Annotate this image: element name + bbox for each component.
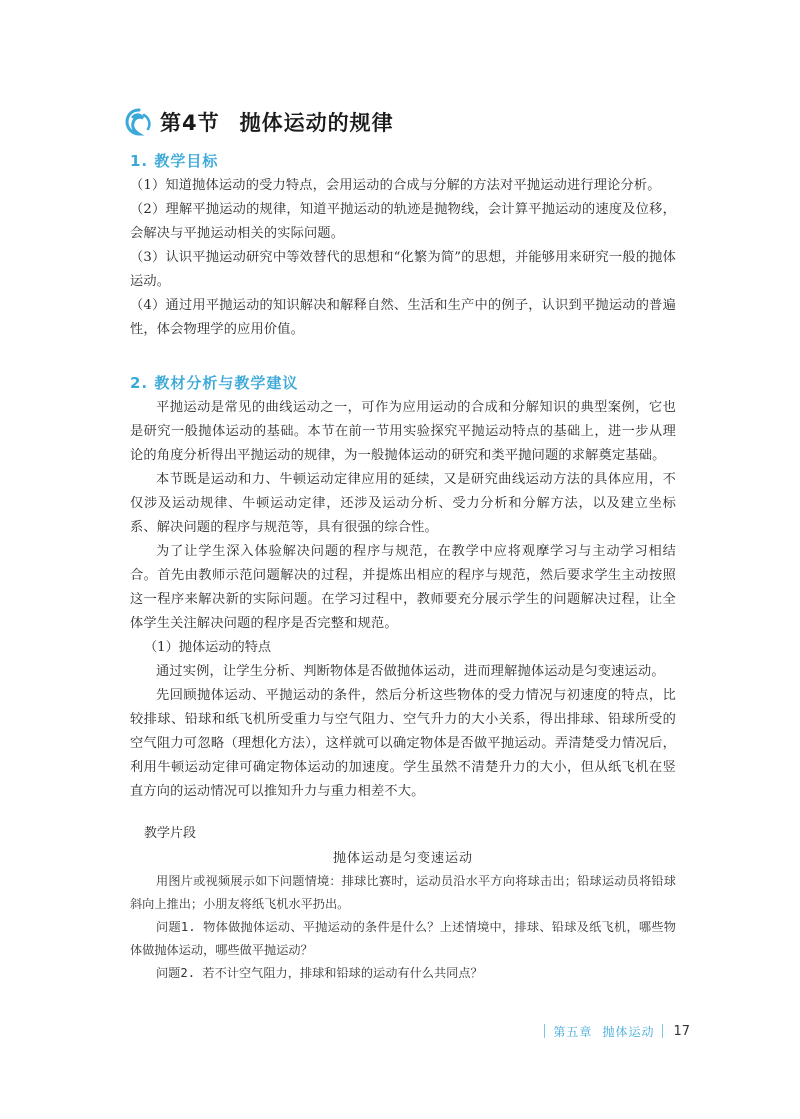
section-header xyxy=(124,104,394,140)
objectives-heading: 1. 教学目标 xyxy=(130,152,219,170)
teaching-clip-line: 问题1. 物体做抛体运动、平抛运动的条件是什么？上述情境中，排球、铅球及纸飞机，哪些物体做抛体运动，哪些做平抛运动？ xyxy=(130,920,676,957)
teaching-clip-line: 用图片或视频展示如下问题情境：排球比赛时，运动员沿水平方向将球击出；铅球运动员将铅球斜向上推出；小朋友将纸飞机水平扔出。 xyxy=(130,874,676,911)
footer-divider xyxy=(662,1024,663,1038)
analysis-paragraph: 为了让学生深入体验解决问题的程序与规范，在教学中应将观摩学习与主动学习相结合。首先由教师示范问题解决的过程，并提炼出相应的程序与规范，然后要求学生主动按照这一程序来解决新的实际问题。在学习过程中，教师要充分展示学生的问题解决过程，让全体学生关注解决问题的程序是否完整和规范。 xyxy=(130,544,676,631)
teaching-clip-line: 问题2. 若不计空气阻力，排球和铅球的运动有什么共同点？ xyxy=(156,966,483,980)
objective-item: （3）认识平抛运动研究中等效替代的思想和“化繁为简”的思想，并能够用来研究一般的抛体运动。 xyxy=(130,250,676,289)
analysis-heading: 2. 教材分析与教学建议 xyxy=(130,374,299,392)
analysis-paragraph: 平抛运动是常见的曲线运动之一，可作为应用运动的合成和分解知识的典型案例，它也是研究一般抛体运动的基础。本节在前一节用实验探究平抛运动特点的基础上，进一步从理论的角度分析得出平抛运动的规律，为一般抛体运动的研究和类平抛问题的求解奠定基础。 xyxy=(130,400,676,463)
teaching-clip-label: 教学片段 xyxy=(144,826,197,841)
analysis-paragraph: 通过实例，让学生分析、判断物体是否做抛体运动，进而理解抛体运动是匀变速运动。 xyxy=(156,664,665,679)
page-number: 17 xyxy=(673,1023,690,1039)
section-number: 第4节 xyxy=(160,111,220,135)
teaching-clip-title: 抛体运动是匀变速运动 xyxy=(332,851,473,866)
footer-divider xyxy=(544,1024,545,1038)
page-footer xyxy=(536,1022,690,1040)
section-title: 抛体运动的规律 xyxy=(239,111,394,135)
swirl-icon xyxy=(124,107,154,137)
footer-topic: 抛体运动 xyxy=(602,1024,655,1039)
page-content xyxy=(130,150,676,985)
objective-item: （1）知道抛体运动的受力特点，会用运动的合成与分解的方法对平抛运动进行理论分析。 xyxy=(130,178,661,193)
footer-chapter: 第五章 xyxy=(553,1024,593,1039)
objective-item: （2）理解平抛运动的规律，知道平抛运动的轨迹是抛物线，会计算平抛运动的速度及位移，会解决与平抛运动相关的实际问题。 xyxy=(130,202,676,241)
analysis-paragraph: 本节既是运动和力、牛顿运动定律应用的延续，又是研究曲线运动方法的具体应用，不仅涉及运动规律、牛顿运动定律，还涉及运动分析、受力分析和分解方法，以及建立坐标系、解决问题的程序与规范等，具有很强的综合性。 xyxy=(130,472,676,535)
sub-heading: （1）抛体运动的特点 xyxy=(144,640,272,655)
objective-item: （4）通过用平抛运动的知识解决和解释自然、生活和生产中的例子，认识到平抛运动的普遍性，体会物理学的应用价值。 xyxy=(130,298,676,337)
analysis-paragraph: 先回顾抛体运动、平抛运动的条件，然后分析这些物体的受力情况与初速度的特点，比较排球、铅球和纸飞机所受重力与空气阻力、空气升力的大小关系，得出排球、铅球所受的空气阻力可忽略（理想化方法），这样就可以确定物体是否做平抛运动。弄清楚受力情况后，利用牛顿运动定律可确定物体运动的加速度。学生虽然不清楚升力的大小，但从纸飞机在竖直方向的运动情况可以推知升力与重力相差不大。 xyxy=(130,688,676,799)
